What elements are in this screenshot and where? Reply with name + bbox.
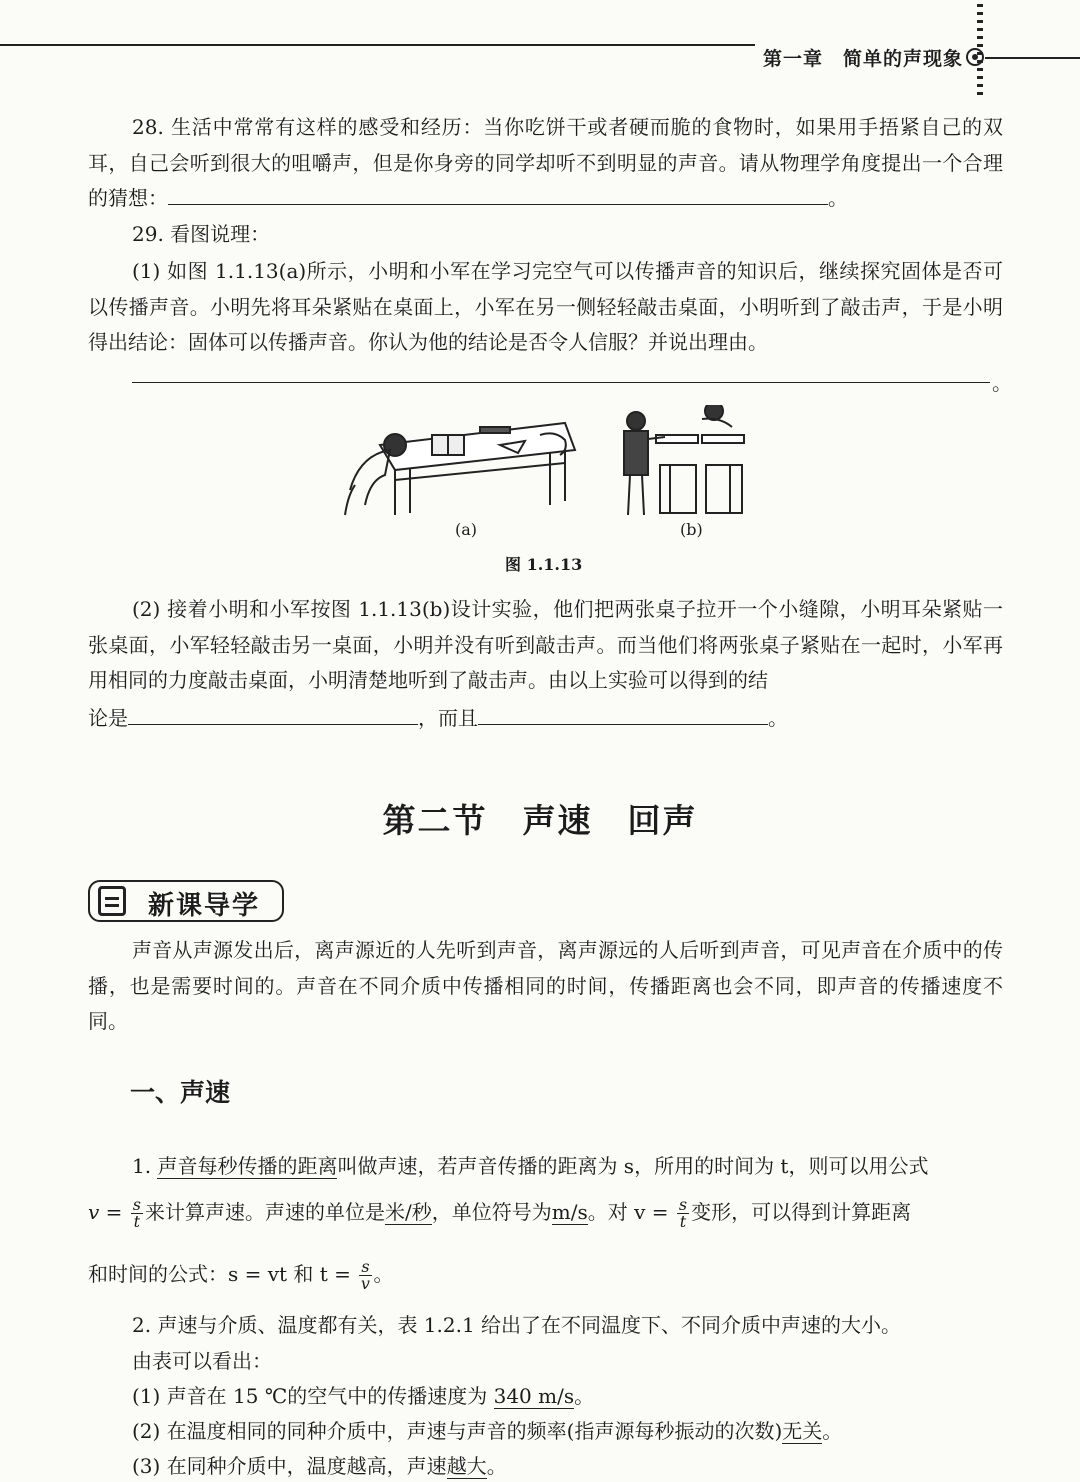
answer-blank-29-2b[interactable] — [478, 706, 768, 725]
new-lesson-badge — [88, 880, 284, 922]
question-29-part1: (1) 如图 1.1.13(a)所示，小明和小军在学习完空气可以传播声音的知识后，继续探究固体是否可以传播声音。小明先将耳朵紧贴在桌面上，小军在另一侧轻轻敲击桌面，小明听到了敲击声，于是小明得出结论：固体可以传播声音。你认为他的结论是否令人信服？并说出理由。 — [88, 259, 1003, 354]
point-3-text: (3) 在同种介质中，温度越高，声速 — [132, 1454, 447, 1478]
answer-blank-29-1-end: 。 — [992, 371, 1012, 395]
item-1-text-2: 来计算声速。声速的单位是 — [145, 1200, 385, 1224]
badge-label: 新课导学 — [148, 891, 261, 921]
point-3-answer: 越大 — [446, 1454, 487, 1478]
section-title: 第二节 声速 回声 — [382, 801, 698, 840]
figure-a-illustration — [345, 423, 575, 515]
item-2-point-3 — [132, 1450, 507, 1479]
item-1-text-4: 。对 v = — [587, 1200, 669, 1224]
frac-den: t — [133, 1212, 141, 1231]
item-1-answer-1: 声音每秒传播的距离 — [157, 1154, 338, 1178]
question-29-part2: (2) 接着小明和小军按图 1.1.13(b)设计实验，他们把两张桌子拉开一个小缝隙，小明耳朵紧贴一张桌面，小军轻轻敲击另一桌面，小明并没有听到敲击声。而当他们将两张桌子紧贴在一起时，小军再用相同的力度敲击桌面，小明清楚地听到了敲击声。由以上实验可以得到的结 — [88, 597, 1003, 692]
part2-end: 。 — [768, 706, 788, 730]
point-1-end: 。 — [574, 1384, 595, 1408]
part2-lead: 论是 — [88, 706, 128, 730]
answer-blank-29-2a[interactable] — [128, 706, 418, 725]
item-1-text-3: ，单位符号为 — [431, 1200, 552, 1224]
question-28-text: 28. 生活中常常有这样的感受和经历：当你吃饼干或者硬而脆的食物时，如果用手捂紧自己的双耳，自己会听到很大的咀嚼声，但是你身旁的同学却听不到明显的声音。请从物理学角度提出一个合理的猜想： — [88, 115, 1003, 210]
item-1-line-2 — [88, 1196, 911, 1230]
chapter-header: 第一章 简单的声现象 — [763, 48, 964, 70]
item-2-line-2: 由表可以看出： — [132, 1349, 272, 1373]
figure-1-1-13 — [340, 405, 750, 525]
figure-label-a: (a) — [455, 520, 478, 539]
header-target-icon — [966, 48, 984, 66]
item-1-text-1: 叫做声速，若声音传播的距离为 s，所用的时间为 t，则可以用公式 — [337, 1154, 929, 1178]
item-2-line-1: 2. 声速与介质、温度都有关，表 1.2.1 给出了在不同温度下、不同介质中声速的大小。 — [132, 1313, 902, 1337]
header-rule-right — [985, 57, 1080, 59]
point-3-end: 。 — [486, 1454, 507, 1478]
notebook-icon — [98, 886, 126, 916]
point-2-end: 。 — [822, 1419, 843, 1443]
item-1-answer-symbol: m/s — [551, 1200, 588, 1224]
formula-v: v = — [88, 1200, 123, 1224]
answer-blank-28[interactable] — [168, 186, 828, 205]
point-2-text: (2) 在温度相同的同种介质中，声速与声音的频率(指声源每秒振动的次数) — [132, 1419, 783, 1443]
question-28-end: 。 — [828, 186, 848, 210]
point-1-answer: 340 m/s — [493, 1384, 575, 1408]
fraction-s-over-v — [359, 1259, 371, 1292]
item-1-number: 1. — [132, 1154, 158, 1178]
frac-num-2: s — [678, 1195, 688, 1214]
item-2-point-2 — [132, 1415, 842, 1444]
question-28 — [88, 110, 1003, 217]
question-29-part2-last — [88, 702, 788, 731]
figure-b-illustration — [624, 405, 744, 515]
part2-mid: ，而且 — [418, 706, 478, 730]
point-2-answer: 无关 — [782, 1419, 823, 1443]
item-1-text-6: 和时间的公式：s = vt 和 t = — [88, 1262, 351, 1286]
frac-num: s — [132, 1195, 141, 1214]
item-1-answer-unit: 米/秒 — [385, 1200, 432, 1224]
figure-caption: 图 1.1.13 — [505, 555, 583, 574]
figure-label-b: (b) — [680, 520, 703, 539]
item-1-line-1 — [132, 1150, 928, 1179]
answer-blank-29-1[interactable] — [132, 382, 990, 383]
frac-den-2: t — [679, 1212, 687, 1231]
item-1-line-3 — [88, 1258, 394, 1292]
item-1-text-7: 。 — [373, 1262, 394, 1286]
section-intro: 声音从声源发出后，离声源近的人先听到声音，离声源远的人后听到声音，可见声音在介质中的传播，也是需要时间的。声音在不同介质中传播相同的时间，传播距离也会不同，即声音的传播速度不同。 — [88, 938, 1003, 1033]
header-rule-left — [0, 44, 755, 46]
fraction-s-over-t-2 — [677, 1197, 689, 1230]
fraction-s-over-t — [131, 1197, 143, 1230]
item-1-text-5: 变形，可以得到计算距离 — [691, 1200, 912, 1224]
frac-num-3: s — [361, 1257, 370, 1276]
point-1-text: (1) 声音在 15 ℃的空气中的传播速度为 — [132, 1384, 494, 1408]
item-2-point-1 — [132, 1380, 594, 1409]
question-29-title: 29. 看图说理： — [132, 222, 271, 246]
frac-den-3: v — [360, 1274, 370, 1293]
subsection-heading: 一、声速 — [130, 1078, 231, 1107]
